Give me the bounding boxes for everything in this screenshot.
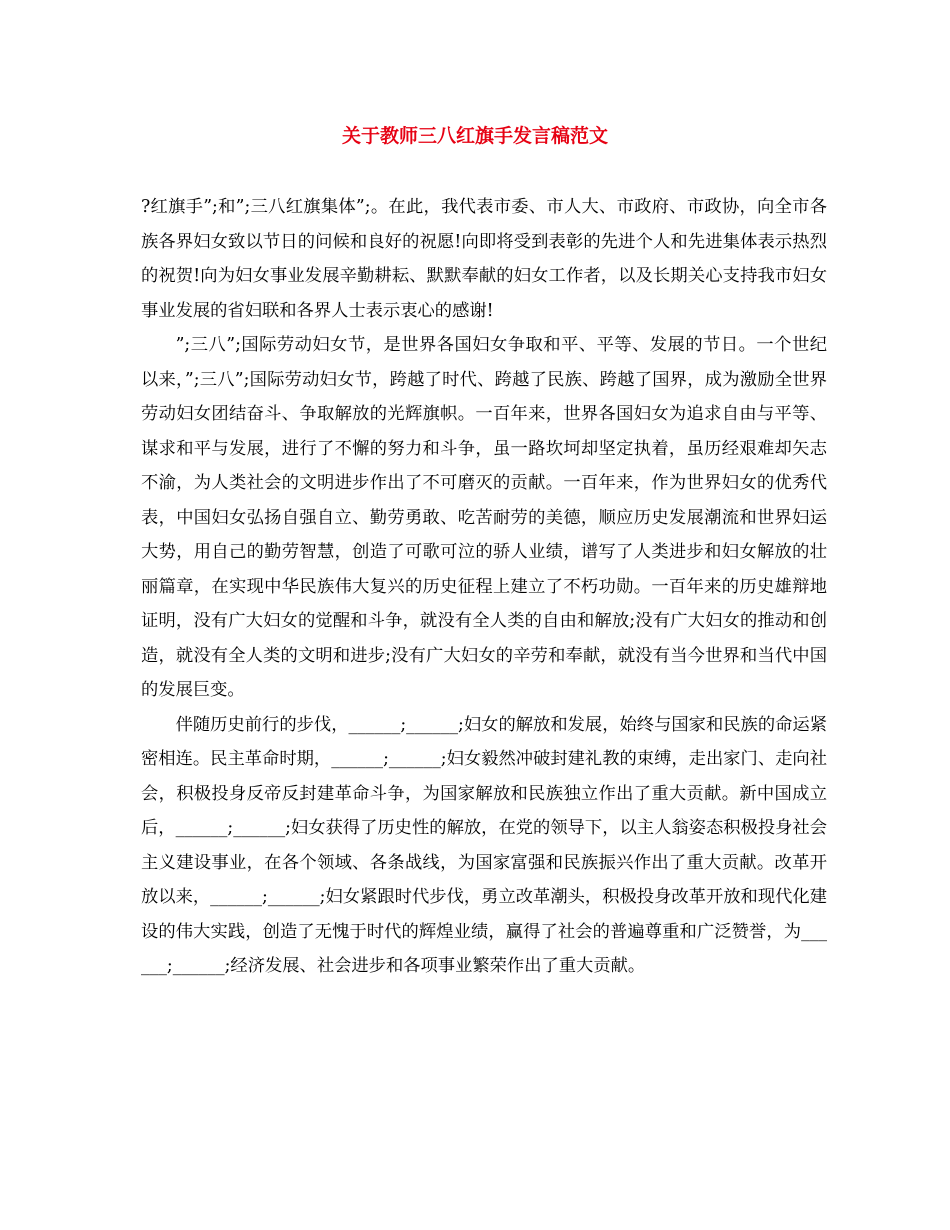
paragraph-1: ?红旗手”;和”;三八红旗集体”;。在此，我代表市委、市人大、市政府、市政协，向全市各族各界妇女致以节日的问候和良好的祝愿!向即将受到表彰的先进个人和先进集体表示热烈的祝贺!向为妇女事业发展辛勤耕耘、默默奉献的妇女工作者，以及长期关心支持我市妇女事业发展的省妇联和各界人士表示衷心的感谢!	[141, 197, 827, 321]
document-title: 关于教师三八红旗手发言稿范文	[341, 125, 608, 147]
paragraph-3: 伴随历史前行的步伐，______;______;妇女的解放和发展，始终与国家和民族的命运紧密相连。民主革命时期，______;______;妇女毅然冲破封建礼教的束缚，走出家门、走向社会，积极投身反帝反封建革命斗争，为国家解放和民族独立作出了重大贡献。新中国成立后，______;______;妇女获得了历史性的解放，在党的领导下，以主人翁姿态积极投身社会主义建设事业，在各个领域、各条战线，为国家富强和民族振兴作出了重大贡献。改革开放以来，______;______;妇女紧跟时代步伐，勇立改革潮头，积极投身改革开放和现代化建设的伟大实践，创造了无愧于时代的辉煌业绩，赢得了社会的普遍尊重和广泛赞誉，为______;______;经济发展、社会进步和各项事业繁荣作出了重大贡献。	[141, 714, 827, 976]
document-body	[141, 190, 827, 984]
paragraph-2: ”;三八”;国际劳动妇女节，是世界各国妇女争取和平、平等、发展的节日。一个世纪以来，”;三八”;国际劳动妇女节，跨越了时代、跨越了民族、跨越了国界，成为激励全世界劳动妇女团结奋斗、争取解放的光辉旗帜。一百年来，世界各国妇女为追求自由与平等、谋求和平与发展，进行了不懈的努力和斗争，虽一路坎坷却坚定执着，虽历经艰难却矢志不渝，为人类社会的文明进步作出了不可磨灭的贡献。一百年来，作为世界妇女的优秀代表，中国妇女弘扬自强自立、勤劳勇敢、吃苦耐劳的美德，顺应历史发展潮流和世界妇运大势，用自己的勤劳智慧，创造了可歌可泣的骄人业绩，谱写了人类进步和妇女解放的壮丽篇章，在实现中华民族伟大复兴的历史征程上建立了不朽功勋。一百年来的历史雄辩地证明，没有广大妇女的觉醒和斗争，就没有全人类的自由和解放;没有广大妇女的推动和创造，就没有全人类的文明和进步;没有广大妇女的辛劳和奉献，就没有当今世界和当代中国的发展巨变。	[141, 335, 827, 700]
